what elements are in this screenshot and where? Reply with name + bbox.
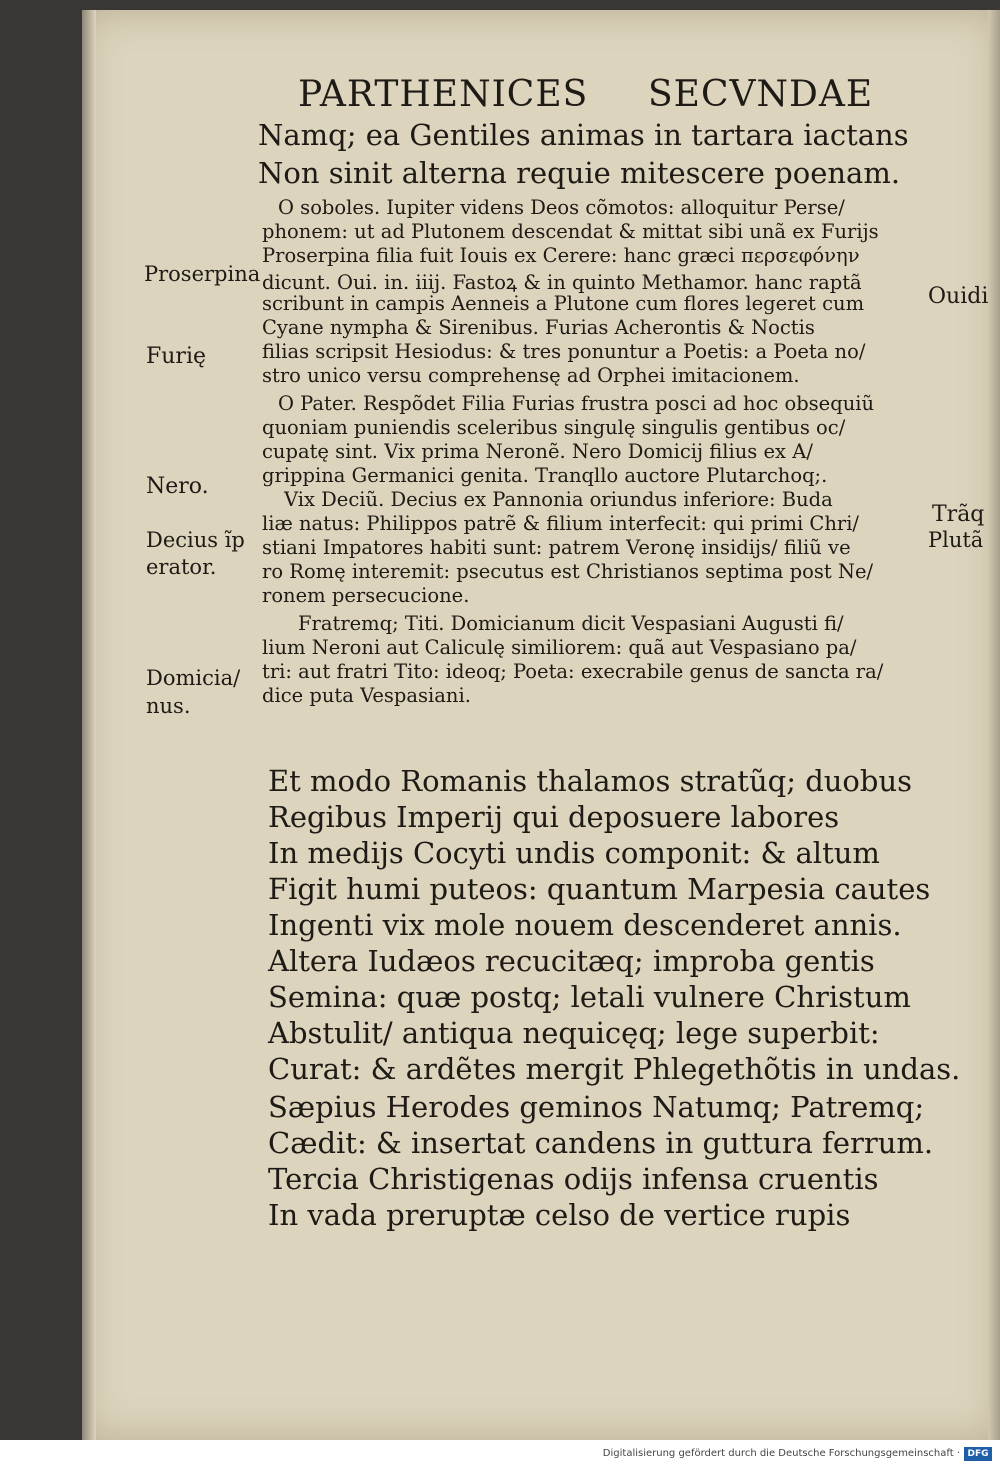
commentary-line: liæ natus: Philippos patrẽ & filium interfecit: qui primi Chri/ bbox=[262, 512, 860, 535]
margin-note-ouidi: Ouidi bbox=[928, 284, 989, 309]
verse-line: Sæpius Herodes geminos Natumq; Patremq; bbox=[268, 1090, 925, 1124]
commentary-line: stiani Impatores habiti sunt: patrem Veronę insidijs/ filiũ ve bbox=[262, 536, 851, 559]
margin-note-plutar: Plutã bbox=[928, 528, 984, 552]
opening-verse-line: Non sinit alterna requie mitescere poenam. bbox=[258, 156, 901, 190]
commentary-line: Fratremq; Titi. Domicianum dicit Vespasiani Augusti fi/ bbox=[298, 612, 844, 635]
dfg-logo: DFG bbox=[964, 1447, 992, 1461]
margin-note-proserpina: Proserpina bbox=[144, 262, 261, 286]
page-edge bbox=[988, 10, 1000, 1440]
page-gutter bbox=[82, 10, 96, 1440]
commentary-line: scribunt in campis Aenneis a Plutone cum flores legeret cum bbox=[262, 292, 865, 315]
verse-line: Et modo Romanis thalamos stratũq; duobus bbox=[268, 764, 913, 798]
commentary-line: cupatę sint. Vix prima Neronẽ. Nero Domicij filius ex A/ bbox=[262, 440, 813, 463]
commentary-line: lium Neroni aut Caliculę similiorem: quã aut Vespasiano pa/ bbox=[262, 636, 857, 659]
commentary-line: O Pater. Respõdet Filia Furias frustra posci ad hoc obsequiũ bbox=[278, 392, 875, 415]
commentary-line: dice puta Vespasiani. bbox=[262, 684, 471, 707]
verse-line: Regibus Imperij qui deposuere labores bbox=[268, 800, 840, 834]
commentary-line: dicunt. Oui. in. iiij. Fastoꝝ & in quinto Methamor. hanc raptã bbox=[262, 271, 862, 294]
running-head-right: SECVNDAE bbox=[648, 74, 874, 115]
commentary-line: ro Romę interemit: psecutus est Christianos septima post Ne/ bbox=[262, 560, 874, 583]
commentary-line: ronem persecucione. bbox=[262, 584, 470, 607]
funding-notice: Digitalisierung gefördert durch die Deutsche Forschungsgemeinschaft · bbox=[602, 1448, 960, 1459]
verse-line: Abstulit/ antiqua nequicęq; lege superbit: bbox=[268, 1016, 880, 1050]
verse-line: In vada preruptæ celso de vertice rupis bbox=[268, 1198, 851, 1232]
commentary-line: filias scripsit Hesiodus: & tres ponuntur a Poetis: a Poeta no/ bbox=[262, 340, 866, 363]
margin-note-furie: Furię bbox=[146, 344, 207, 369]
commentary-line: Proserpina filia fuit Iouis ex Cerere: hanc græci περσεφόνην bbox=[262, 244, 860, 267]
footer-bar bbox=[0, 1440, 1000, 1470]
commentary-line: phonem: ut ad Plutonem descendat & mittat sibi unã ex Furijs bbox=[262, 220, 879, 243]
verse-line: Cædit: & insertat candens in guttura ferrum. bbox=[268, 1126, 934, 1160]
verse-line: Tercia Christigenas odijs infensa cruentis bbox=[268, 1162, 879, 1196]
commentary-line: grippina Germanici genita. Tranqllo auctore Plutarchoq;. bbox=[262, 464, 828, 487]
commentary-line: quoniam puniendis sceleribus singulę singulis gentibus oc/ bbox=[262, 416, 846, 439]
margin-note-domicianus: Domicia/ bbox=[146, 666, 241, 690]
margin-note-nero: Nero. bbox=[146, 474, 209, 499]
verse-line: Semina: quæ postq; letali vulnere Christum bbox=[268, 980, 911, 1014]
margin-note-tranq: Trãq bbox=[932, 502, 985, 527]
verse-line: Altera Iudæos recucitæq; improba gentis bbox=[268, 944, 875, 978]
running-head-left: PARTHENICES bbox=[298, 74, 589, 115]
commentary-line: O soboles. Iupiter videns Deos cõmotos: alloquitur Perse/ bbox=[278, 196, 845, 219]
margin-note-decius: Decius ĩp bbox=[146, 528, 245, 552]
verse-line: In medijs Cocyti undis componit: & altum bbox=[268, 836, 880, 870]
commentary-line: tri: aut fratri Tito: ideoq; Poeta: execrabile genus de sancta ra/ bbox=[262, 660, 884, 683]
commentary-line: Vix Deciũ. Decius ex Pannonia oriundus inferiore: Buda bbox=[284, 488, 833, 511]
commentary-line: Cyane nympha & Sirenibus. Furias Acherontis & Noctis bbox=[262, 316, 815, 339]
commentary-line: stro unico versu comprehensę ad Orphei imitacionem. bbox=[262, 364, 800, 387]
verse-line: Figit humi puteos: quantum Marpesia cautes bbox=[268, 872, 931, 906]
margin-note-domicianus: nus. bbox=[146, 694, 191, 718]
verse-line: Ingenti vix mole nouem descenderet annis. bbox=[268, 908, 902, 942]
margin-note-decius: erator. bbox=[146, 555, 217, 579]
verse-line: Curat: & ardẽtes mergit Phlegethõtis in undas. bbox=[268, 1052, 961, 1086]
opening-verse-line: Namq; ea Gentiles animas in tartara iactans bbox=[258, 118, 909, 152]
